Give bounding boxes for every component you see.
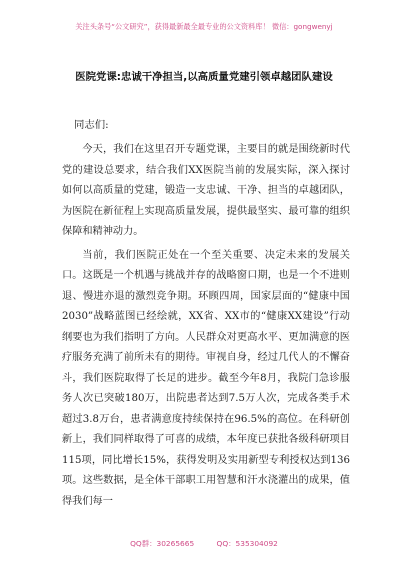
paragraph-1: 今天，我们在这里召开专题党课，主要目的就是围绕新时代党的建设总要求，结合我们XX医院当前的发展实际，深入探讨如何以高质量的党建，锻造一支忠诚、干净、担当的卓越团队，为医院在新征程上实现高质量发展，提供最坚实、最可靠的组织保障和精神动力。 [62,144,350,237]
header-banner: 关注头条号“公文研究”，获得最新最全最专业的公文资料库！ 微信：gongwenyj [75,22,333,31]
document-body [62,140,350,515]
paragraph-2: 当前，我们医院正处在一个至关重要、决定未来的发展关口。这既是一个机遇与挑战并存的战略窗口期，也是一个不进则退、慢进亦退的激烈竞争期。环顾四周，国家层面的“健康中国2030”战略蓝图已经绘就，XX省、XX市的“健康XX建设”行动纲要也为我们指明了方向。人民群众对更高水平、更加满意的医疗服务充满了前所未有的期待。审视自身，经过几代人的不懈奋斗，我们医院取得了长足的进步。截至今年8月，我院门急诊服务人次已突破180万，出院患者达到7.5万人次，完成各类手术超过3.8万台，患者满意度持续保持在96.5%的高位。在科研创新上，我们同样取得了可喜的成绩，本年度已获批各级科研项目115项，同比增长15%，获得发明及实用新型专利授权达到136项。这些数据，是全体干部职工用智慧和汗水浇灌出的成果，值得我们每一 [62,249,350,507]
document-title: 医院党课:忠诚干净担当,以高质量党建引领卓越团队建设 [75,71,333,83]
footer-contacts [0,538,408,549]
salutation: 同志们: [74,119,109,131]
footer-qq-group: QQ群：30265665 [130,539,195,548]
footer-qq: QQ：535304092 [216,539,278,548]
